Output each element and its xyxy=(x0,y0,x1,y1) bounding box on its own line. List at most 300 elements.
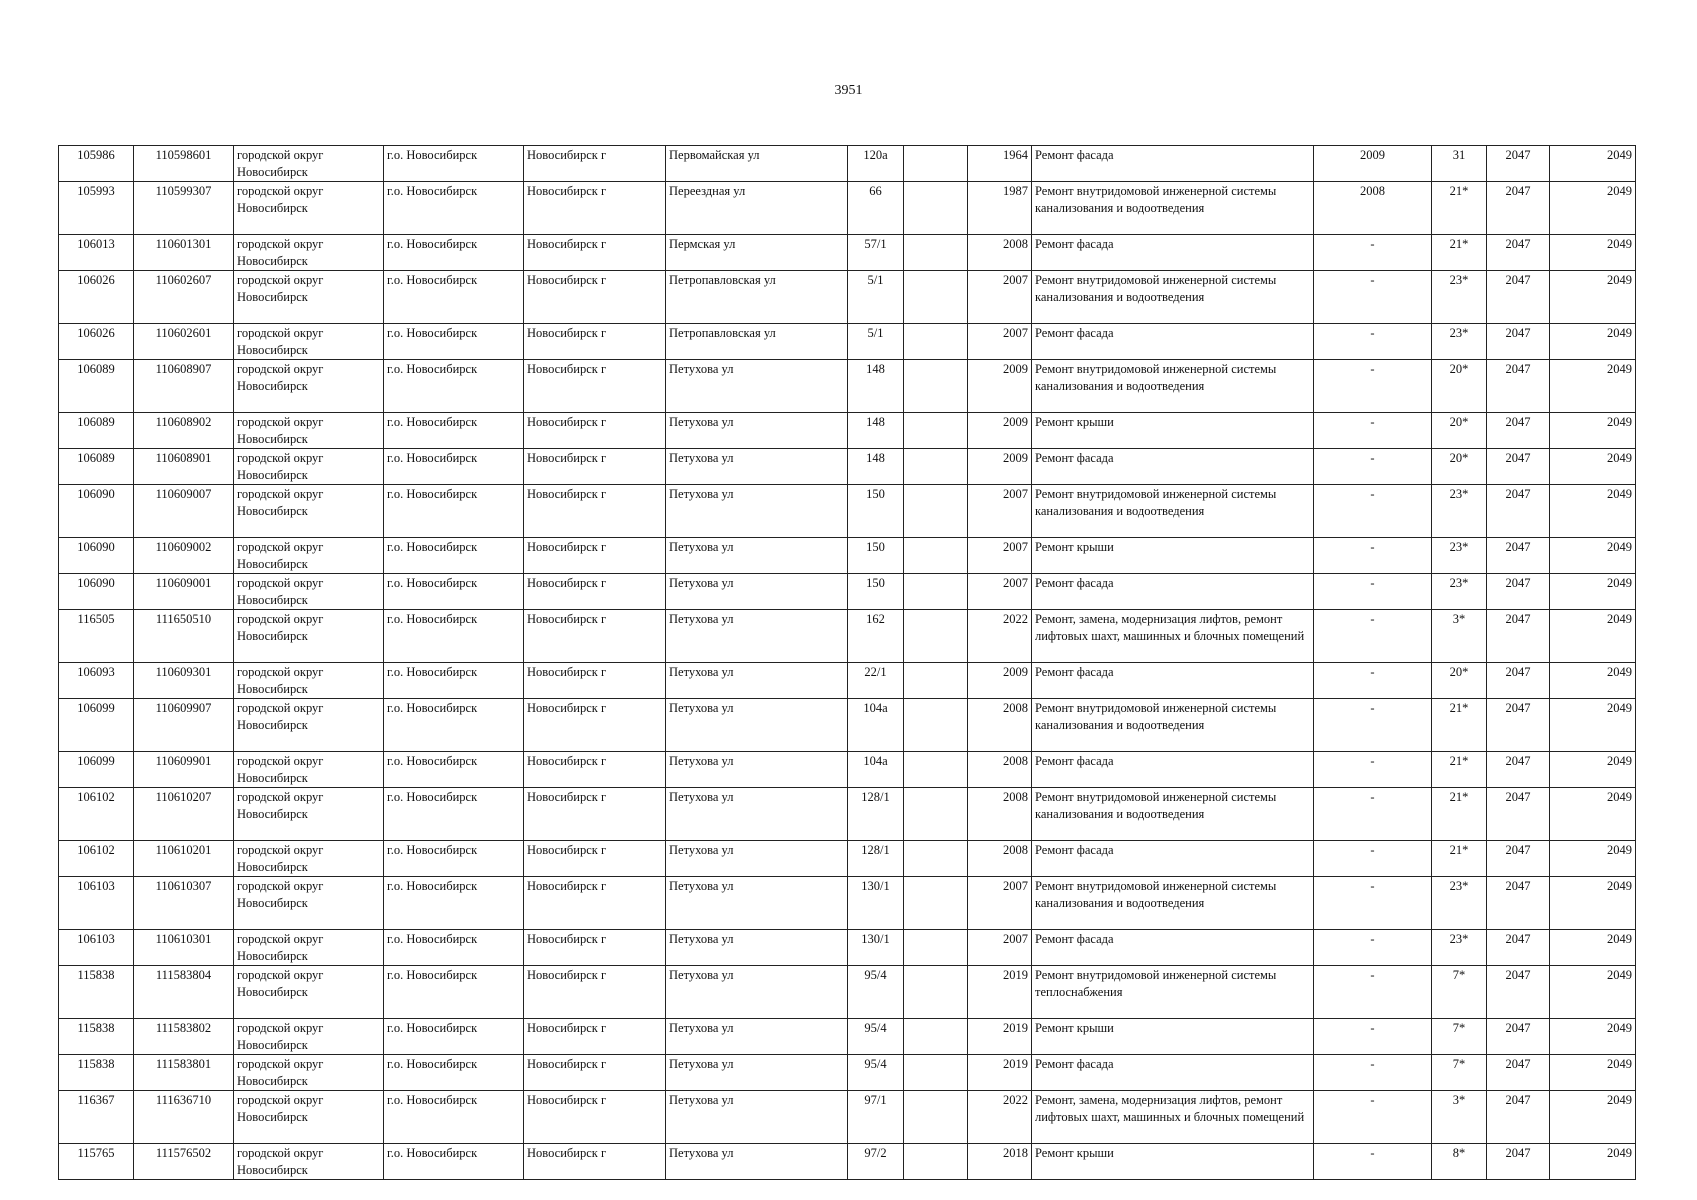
cell-district: г.о. Новосибирск xyxy=(384,752,524,788)
cell-last-repair: - xyxy=(1314,413,1432,449)
cell-street: Петухова ул xyxy=(666,966,848,1019)
cell-extra xyxy=(904,663,968,699)
cell-period-start: 2047 xyxy=(1487,1055,1550,1091)
repair-registry-table xyxy=(58,145,1636,1180)
cell-id: 106013 xyxy=(59,235,134,271)
cell-wear: 21* xyxy=(1432,752,1487,788)
cell-house: 97/1 xyxy=(848,1091,904,1144)
table-row xyxy=(59,1091,1636,1144)
cell-id: 106102 xyxy=(59,788,134,841)
cell-work-type: Ремонт фасада xyxy=(1032,324,1314,360)
cell-year-built: 2022 xyxy=(968,1091,1032,1144)
cell-locality: Новосибирск г xyxy=(524,877,666,930)
cell-last-repair: - xyxy=(1314,485,1432,538)
cell-year-built: 2019 xyxy=(968,1019,1032,1055)
cell-last-repair: - xyxy=(1314,752,1432,788)
cell-period-start: 2047 xyxy=(1487,413,1550,449)
cell-last-repair: - xyxy=(1314,930,1432,966)
cell-year-built: 2007 xyxy=(968,271,1032,324)
cell-municipality: городской округ Новосибирск xyxy=(234,413,384,449)
cell-house: 97/2 xyxy=(848,1144,904,1180)
cell-locality: Новосибирск г xyxy=(524,538,666,574)
cell-work-type: Ремонт крыши xyxy=(1032,538,1314,574)
cell-municipality: городской округ Новосибирск xyxy=(234,574,384,610)
cell-year-built: 2008 xyxy=(968,235,1032,271)
cell-wear: 21* xyxy=(1432,788,1487,841)
cell-wear: 23* xyxy=(1432,324,1487,360)
table-row xyxy=(59,360,1636,413)
cell-extra xyxy=(904,1019,968,1055)
cell-code: 110608902 xyxy=(134,413,234,449)
table-row xyxy=(59,841,1636,877)
cell-locality: Новосибирск г xyxy=(524,841,666,877)
cell-municipality: городской округ Новосибирск xyxy=(234,182,384,235)
cell-period-start: 2047 xyxy=(1487,182,1550,235)
cell-id: 106090 xyxy=(59,538,134,574)
cell-last-repair: - xyxy=(1314,877,1432,930)
cell-municipality: городской округ Новосибирск xyxy=(234,324,384,360)
cell-wear: 23* xyxy=(1432,877,1487,930)
cell-wear: 3* xyxy=(1432,1091,1487,1144)
cell-period-end: 2049 xyxy=(1550,413,1636,449)
cell-year-built: 2009 xyxy=(968,663,1032,699)
cell-house: 5/1 xyxy=(848,271,904,324)
cell-code: 110609301 xyxy=(134,663,234,699)
cell-period-end: 2049 xyxy=(1550,182,1636,235)
cell-district: г.о. Новосибирск xyxy=(384,1144,524,1180)
cell-id: 105993 xyxy=(59,182,134,235)
cell-wear: 23* xyxy=(1432,930,1487,966)
cell-year-built: 2009 xyxy=(968,360,1032,413)
cell-id: 106103 xyxy=(59,877,134,930)
cell-period-start: 2047 xyxy=(1487,1091,1550,1144)
cell-wear: 20* xyxy=(1432,449,1487,485)
cell-period-start: 2047 xyxy=(1487,538,1550,574)
cell-extra xyxy=(904,449,968,485)
cell-house: 150 xyxy=(848,574,904,610)
cell-house: 130/1 xyxy=(848,930,904,966)
cell-year-built: 2007 xyxy=(968,485,1032,538)
cell-wear: 8* xyxy=(1432,1144,1487,1180)
cell-period-end: 2049 xyxy=(1550,663,1636,699)
cell-locality: Новосибирск г xyxy=(524,1091,666,1144)
table-row xyxy=(59,574,1636,610)
cell-extra xyxy=(904,877,968,930)
cell-district: г.о. Новосибирск xyxy=(384,538,524,574)
cell-code: 110601301 xyxy=(134,235,234,271)
cell-work-type: Ремонт фасада xyxy=(1032,841,1314,877)
cell-district: г.о. Новосибирск xyxy=(384,182,524,235)
cell-street: Петухова ул xyxy=(666,413,848,449)
cell-extra xyxy=(904,182,968,235)
cell-period-end: 2049 xyxy=(1550,360,1636,413)
cell-street: Петухова ул xyxy=(666,574,848,610)
cell-last-repair: - xyxy=(1314,841,1432,877)
cell-street: Петухова ул xyxy=(666,788,848,841)
cell-period-end: 2049 xyxy=(1550,788,1636,841)
cell-period-end: 2049 xyxy=(1550,610,1636,663)
cell-work-type: Ремонт внутридомовой инженерной системы канализования и водоотведения xyxy=(1032,788,1314,841)
cell-locality: Новосибирск г xyxy=(524,485,666,538)
cell-last-repair: - xyxy=(1314,449,1432,485)
cell-code: 111583801 xyxy=(134,1055,234,1091)
cell-extra xyxy=(904,485,968,538)
cell-work-type: Ремонт фасада xyxy=(1032,449,1314,485)
cell-year-built: 1964 xyxy=(968,146,1032,182)
cell-municipality: городской округ Новосибирск xyxy=(234,1091,384,1144)
table-row xyxy=(59,538,1636,574)
cell-work-type: Ремонт фасада xyxy=(1032,663,1314,699)
cell-year-built: 2022 xyxy=(968,610,1032,663)
cell-id: 106089 xyxy=(59,449,134,485)
cell-street: Петухова ул xyxy=(666,449,848,485)
table-row xyxy=(59,752,1636,788)
cell-period-end: 2049 xyxy=(1550,1019,1636,1055)
cell-locality: Новосибирск г xyxy=(524,235,666,271)
cell-period-start: 2047 xyxy=(1487,271,1550,324)
cell-last-repair: 2008 xyxy=(1314,182,1432,235)
cell-period-start: 2047 xyxy=(1487,485,1550,538)
cell-period-end: 2049 xyxy=(1550,574,1636,610)
cell-id: 105986 xyxy=(59,146,134,182)
cell-period-end: 2049 xyxy=(1550,485,1636,538)
cell-district: г.о. Новосибирск xyxy=(384,271,524,324)
table-row xyxy=(59,1055,1636,1091)
cell-house: 162 xyxy=(848,610,904,663)
cell-code: 111636710 xyxy=(134,1091,234,1144)
cell-code: 110609901 xyxy=(134,752,234,788)
cell-wear: 23* xyxy=(1432,271,1487,324)
table-row xyxy=(59,485,1636,538)
cell-extra xyxy=(904,841,968,877)
cell-extra xyxy=(904,1144,968,1180)
cell-street: Петухова ул xyxy=(666,752,848,788)
cell-extra xyxy=(904,413,968,449)
cell-period-start: 2047 xyxy=(1487,574,1550,610)
cell-locality: Новосибирск г xyxy=(524,360,666,413)
cell-year-built: 2019 xyxy=(968,1055,1032,1091)
cell-last-repair: - xyxy=(1314,699,1432,752)
cell-year-built: 2019 xyxy=(968,966,1032,1019)
cell-last-repair: - xyxy=(1314,360,1432,413)
cell-locality: Новосибирск г xyxy=(524,271,666,324)
cell-house: 130/1 xyxy=(848,877,904,930)
cell-work-type: Ремонт, замена, модернизация лифтов, ремонт лифтовых шахт, машинных и блочных помещений xyxy=(1032,610,1314,663)
cell-id: 106026 xyxy=(59,271,134,324)
page-number: 3951 xyxy=(834,83,863,98)
cell-period-end: 2049 xyxy=(1550,966,1636,1019)
cell-code: 110608901 xyxy=(134,449,234,485)
table-row xyxy=(59,1019,1636,1055)
cell-code: 111583804 xyxy=(134,966,234,1019)
cell-street: Петропавловская ул xyxy=(666,271,848,324)
cell-house: 128/1 xyxy=(848,788,904,841)
cell-municipality: городской округ Новосибирск xyxy=(234,1019,384,1055)
cell-municipality: городской округ Новосибирск xyxy=(234,877,384,930)
cell-district: г.о. Новосибирск xyxy=(384,699,524,752)
table-row xyxy=(59,930,1636,966)
cell-period-start: 2047 xyxy=(1487,1019,1550,1055)
cell-street: Петухова ул xyxy=(666,930,848,966)
cell-wear: 3* xyxy=(1432,610,1487,663)
cell-locality: Новосибирск г xyxy=(524,930,666,966)
cell-house: 148 xyxy=(848,449,904,485)
cell-district: г.о. Новосибирск xyxy=(384,966,524,1019)
cell-house: 148 xyxy=(848,413,904,449)
cell-extra xyxy=(904,360,968,413)
cell-period-start: 2047 xyxy=(1487,449,1550,485)
cell-municipality: городской округ Новосибирск xyxy=(234,663,384,699)
cell-municipality: городской округ Новосибирск xyxy=(234,841,384,877)
cell-extra xyxy=(904,788,968,841)
cell-id: 116505 xyxy=(59,610,134,663)
cell-municipality: городской округ Новосибирск xyxy=(234,788,384,841)
cell-district: г.о. Новосибирск xyxy=(384,449,524,485)
table-row xyxy=(59,699,1636,752)
cell-street: Петухова ул xyxy=(666,877,848,930)
cell-district: г.о. Новосибирск xyxy=(384,324,524,360)
cell-house: 5/1 xyxy=(848,324,904,360)
table-body xyxy=(59,146,1636,1180)
cell-code: 110610301 xyxy=(134,930,234,966)
cell-period-end: 2049 xyxy=(1550,699,1636,752)
cell-district: г.о. Новосибирск xyxy=(384,413,524,449)
cell-work-type: Ремонт внутридомовой инженерной системы канализования и водоотведения xyxy=(1032,485,1314,538)
cell-district: г.о. Новосибирск xyxy=(384,877,524,930)
table-row xyxy=(59,877,1636,930)
cell-year-built: 2008 xyxy=(968,699,1032,752)
cell-locality: Новосибирск г xyxy=(524,574,666,610)
cell-work-type: Ремонт внутридомовой инженерной системы теплоснабжения xyxy=(1032,966,1314,1019)
cell-extra xyxy=(904,538,968,574)
cell-wear: 31 xyxy=(1432,146,1487,182)
cell-id: 106093 xyxy=(59,663,134,699)
table-row xyxy=(59,788,1636,841)
cell-code: 110609001 xyxy=(134,574,234,610)
cell-period-start: 2047 xyxy=(1487,752,1550,788)
cell-extra xyxy=(904,235,968,271)
cell-wear: 7* xyxy=(1432,966,1487,1019)
cell-period-start: 2047 xyxy=(1487,930,1550,966)
cell-period-end: 2049 xyxy=(1550,235,1636,271)
cell-street: Петухова ул xyxy=(666,610,848,663)
cell-code: 110610201 xyxy=(134,841,234,877)
cell-locality: Новосибирск г xyxy=(524,966,666,1019)
cell-municipality: городской округ Новосибирск xyxy=(234,235,384,271)
cell-house: 66 xyxy=(848,182,904,235)
cell-wear: 20* xyxy=(1432,360,1487,413)
cell-last-repair: - xyxy=(1314,235,1432,271)
cell-district: г.о. Новосибирск xyxy=(384,1091,524,1144)
cell-locality: Новосибирск г xyxy=(524,1055,666,1091)
cell-house: 150 xyxy=(848,538,904,574)
table-row xyxy=(59,610,1636,663)
cell-id: 106090 xyxy=(59,574,134,610)
cell-code: 110609007 xyxy=(134,485,234,538)
table-row xyxy=(59,449,1636,485)
cell-period-start: 2047 xyxy=(1487,235,1550,271)
cell-work-type: Ремонт крыши xyxy=(1032,413,1314,449)
cell-municipality: городской округ Новосибирск xyxy=(234,1144,384,1180)
cell-district: г.о. Новосибирск xyxy=(384,146,524,182)
cell-wear: 20* xyxy=(1432,663,1487,699)
cell-street: Петухова ул xyxy=(666,538,848,574)
cell-last-repair: - xyxy=(1314,1091,1432,1144)
cell-period-end: 2049 xyxy=(1550,449,1636,485)
cell-last-repair: - xyxy=(1314,1055,1432,1091)
cell-locality: Новосибирск г xyxy=(524,752,666,788)
cell-year-built: 2007 xyxy=(968,574,1032,610)
cell-municipality: городской округ Новосибирск xyxy=(234,966,384,1019)
cell-year-built: 2008 xyxy=(968,788,1032,841)
cell-id: 115838 xyxy=(59,1055,134,1091)
cell-period-start: 2047 xyxy=(1487,146,1550,182)
cell-extra xyxy=(904,1091,968,1144)
cell-code: 111583802 xyxy=(134,1019,234,1055)
cell-id: 106089 xyxy=(59,360,134,413)
cell-year-built: 2009 xyxy=(968,449,1032,485)
cell-municipality: городской округ Новосибирск xyxy=(234,449,384,485)
cell-code: 110610307 xyxy=(134,877,234,930)
cell-district: г.о. Новосибирск xyxy=(384,574,524,610)
cell-period-end: 2049 xyxy=(1550,538,1636,574)
cell-year-built: 2008 xyxy=(968,752,1032,788)
cell-house: 95/4 xyxy=(848,1019,904,1055)
cell-year-built: 1987 xyxy=(968,182,1032,235)
cell-house: 22/1 xyxy=(848,663,904,699)
cell-code: 110609002 xyxy=(134,538,234,574)
cell-year-built: 2009 xyxy=(968,413,1032,449)
table-row xyxy=(59,966,1636,1019)
cell-code: 111650510 xyxy=(134,610,234,663)
cell-id: 115765 xyxy=(59,1144,134,1180)
cell-id: 115838 xyxy=(59,1019,134,1055)
cell-period-start: 2047 xyxy=(1487,841,1550,877)
cell-wear: 21* xyxy=(1432,699,1487,752)
cell-work-type: Ремонт, замена, модернизация лифтов, ремонт лифтовых шахт, машинных и блочных помещений xyxy=(1032,1091,1314,1144)
cell-locality: Новосибирск г xyxy=(524,324,666,360)
cell-period-end: 2049 xyxy=(1550,752,1636,788)
cell-extra xyxy=(904,324,968,360)
cell-period-start: 2047 xyxy=(1487,699,1550,752)
cell-house: 120а xyxy=(848,146,904,182)
cell-period-start: 2047 xyxy=(1487,610,1550,663)
cell-wear: 20* xyxy=(1432,413,1487,449)
cell-wear: 21* xyxy=(1432,235,1487,271)
cell-year-built: 2007 xyxy=(968,877,1032,930)
cell-wear: 21* xyxy=(1432,182,1487,235)
cell-street: Петухова ул xyxy=(666,699,848,752)
cell-last-repair: - xyxy=(1314,966,1432,1019)
cell-extra xyxy=(904,752,968,788)
cell-locality: Новосибирск г xyxy=(524,182,666,235)
table-row xyxy=(59,324,1636,360)
cell-house: 95/4 xyxy=(848,1055,904,1091)
cell-period-end: 2049 xyxy=(1550,324,1636,360)
cell-period-start: 2047 xyxy=(1487,663,1550,699)
cell-extra xyxy=(904,574,968,610)
table-row xyxy=(59,413,1636,449)
table-row xyxy=(59,1144,1636,1180)
cell-wear: 21* xyxy=(1432,841,1487,877)
cell-id: 115838 xyxy=(59,966,134,1019)
cell-wear: 7* xyxy=(1432,1055,1487,1091)
cell-extra xyxy=(904,930,968,966)
cell-street: Петухова ул xyxy=(666,1144,848,1180)
cell-work-type: Ремонт фасада xyxy=(1032,235,1314,271)
cell-last-repair: - xyxy=(1314,788,1432,841)
cell-extra xyxy=(904,966,968,1019)
cell-period-start: 2047 xyxy=(1487,360,1550,413)
table-row xyxy=(59,235,1636,271)
cell-period-start: 2047 xyxy=(1487,1144,1550,1180)
cell-id: 106099 xyxy=(59,699,134,752)
cell-extra xyxy=(904,610,968,663)
cell-street: Петухова ул xyxy=(666,663,848,699)
cell-street: Первомайская ул xyxy=(666,146,848,182)
cell-period-end: 2049 xyxy=(1550,930,1636,966)
cell-code: 110609907 xyxy=(134,699,234,752)
cell-year-built: 2007 xyxy=(968,930,1032,966)
cell-period-end: 2049 xyxy=(1550,271,1636,324)
cell-last-repair: - xyxy=(1314,271,1432,324)
cell-house: 150 xyxy=(848,485,904,538)
cell-work-type: Ремонт внутридомовой инженерной системы канализования и водоотведения xyxy=(1032,271,1314,324)
cell-house: 95/4 xyxy=(848,966,904,1019)
cell-wear: 23* xyxy=(1432,574,1487,610)
cell-locality: Новосибирск г xyxy=(524,663,666,699)
cell-code: 110598601 xyxy=(134,146,234,182)
cell-year-built: 2007 xyxy=(968,324,1032,360)
cell-locality: Новосибирск г xyxy=(524,146,666,182)
cell-period-start: 2047 xyxy=(1487,877,1550,930)
cell-period-end: 2049 xyxy=(1550,1091,1636,1144)
cell-district: г.о. Новосибирск xyxy=(384,1019,524,1055)
cell-street: Петухова ул xyxy=(666,360,848,413)
cell-district: г.о. Новосибирск xyxy=(384,235,524,271)
cell-locality: Новосибирск г xyxy=(524,788,666,841)
cell-district: г.о. Новосибирск xyxy=(384,663,524,699)
cell-municipality: городской округ Новосибирск xyxy=(234,1055,384,1091)
cell-wear: 23* xyxy=(1432,485,1487,538)
cell-extra xyxy=(904,699,968,752)
cell-district: г.о. Новосибирск xyxy=(384,930,524,966)
cell-year-built: 2018 xyxy=(968,1144,1032,1180)
table-row xyxy=(59,146,1636,182)
cell-street: Пермская ул xyxy=(666,235,848,271)
cell-work-type: Ремонт крыши xyxy=(1032,1144,1314,1180)
cell-house: 128/1 xyxy=(848,841,904,877)
cell-code: 110610207 xyxy=(134,788,234,841)
cell-municipality: городской округ Новосибирск xyxy=(234,146,384,182)
cell-work-type: Ремонт фасада xyxy=(1032,146,1314,182)
cell-code: 110608907 xyxy=(134,360,234,413)
cell-id: 106026 xyxy=(59,324,134,360)
cell-municipality: городской округ Новосибирск xyxy=(234,360,384,413)
cell-house: 148 xyxy=(848,360,904,413)
cell-district: г.о. Новосибирск xyxy=(384,841,524,877)
cell-last-repair: - xyxy=(1314,574,1432,610)
cell-house: 57/1 xyxy=(848,235,904,271)
cell-locality: Новосибирск г xyxy=(524,1019,666,1055)
cell-period-start: 2047 xyxy=(1487,966,1550,1019)
cell-street: Петухова ул xyxy=(666,1019,848,1055)
cell-locality: Новосибирск г xyxy=(524,699,666,752)
cell-last-repair: - xyxy=(1314,538,1432,574)
cell-district: г.о. Новосибирск xyxy=(384,610,524,663)
cell-municipality: городской округ Новосибирск xyxy=(234,930,384,966)
cell-year-built: 2007 xyxy=(968,538,1032,574)
